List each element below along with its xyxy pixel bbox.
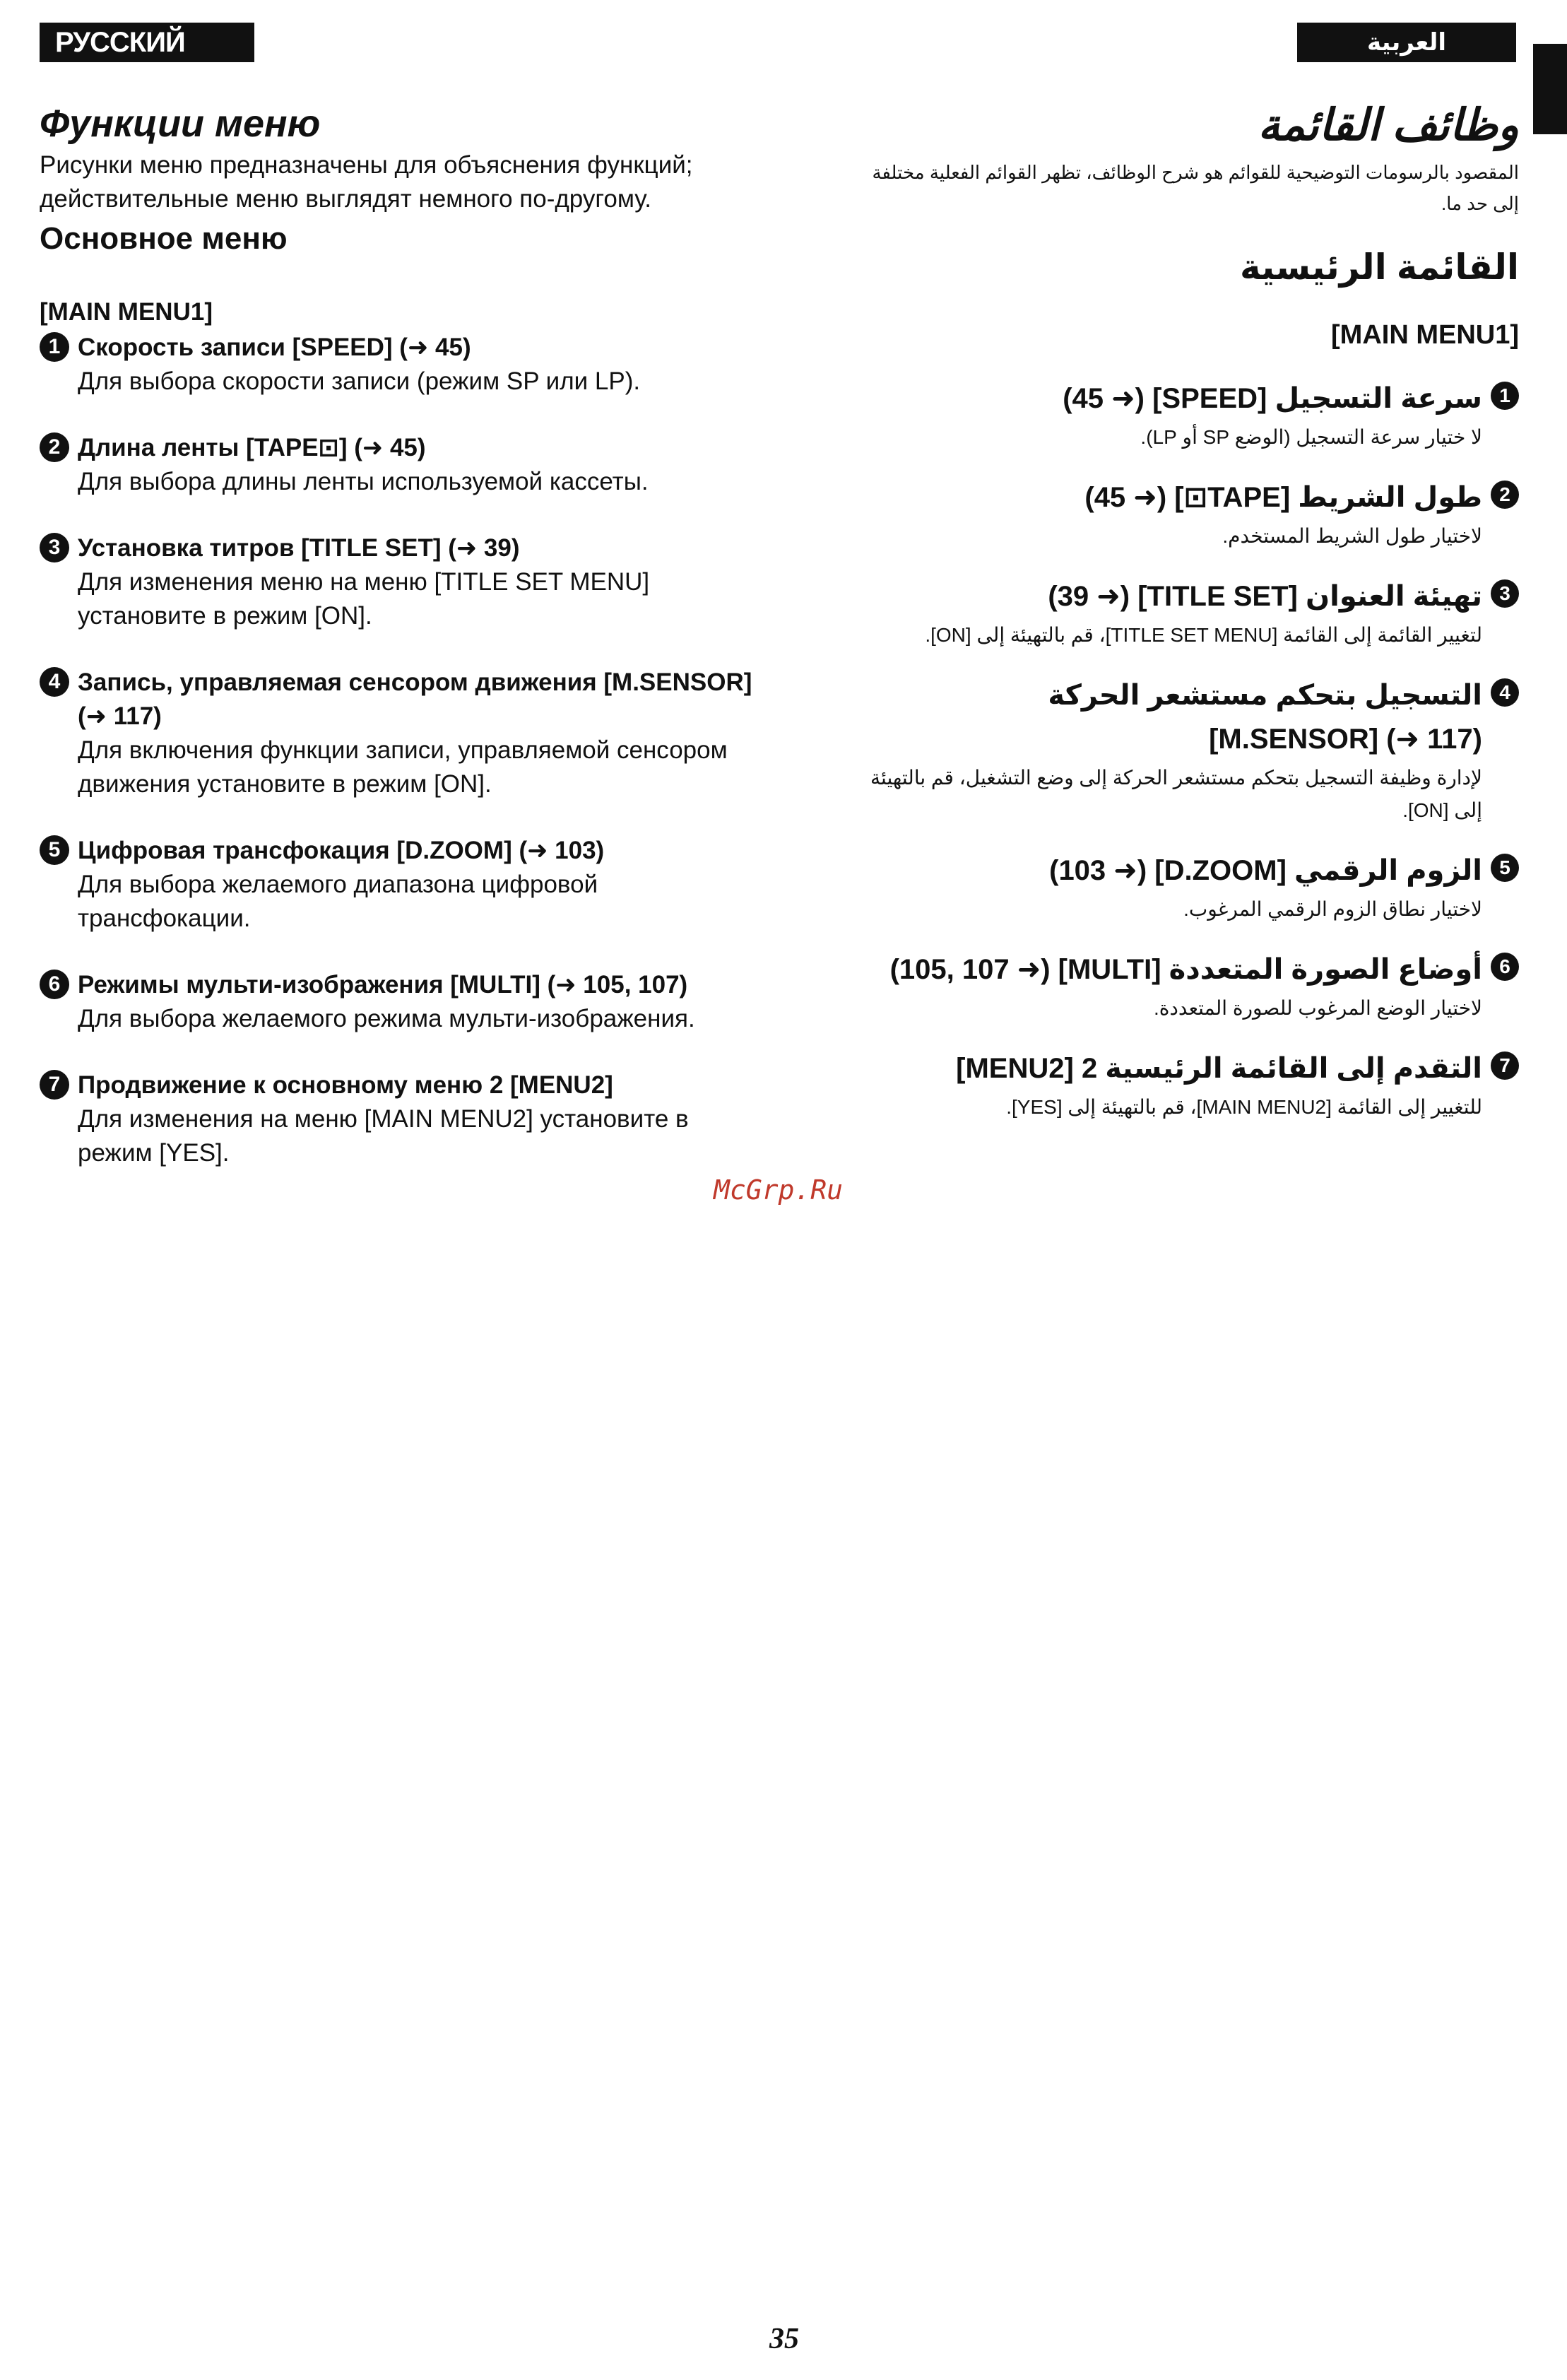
ru-item-description: Для выбора желаемого режима мульти-изображения. [78, 1005, 695, 1032]
ar-item-description: لا ختيار سرعة التسجيل (الوضع SP أو LP). [1140, 426, 1482, 448]
number-badge-icon: 7 [1491, 1051, 1519, 1080]
ar-menu-label: [MAIN MENU1] [1331, 320, 1519, 350]
ar-item-heading: التقدم إلى القائمة الرئيسية 2 [MENU2] [956, 1053, 1482, 1084]
ru-menu-item [40, 331, 767, 399]
ru-intro-text: Рисунки меню предназначены для объяснения функций; действительные меню выглядят немного по-другому. [40, 151, 693, 213]
ru-item-heading: Цифровая трансфокация [D.ZOOM] (➜ 103) [78, 837, 605, 864]
ar-item-description: لاختيار الوضع المرغوب للصورة المتعددة. [1153, 997, 1482, 1019]
ar-item-description: للتغيير إلى القائمة [MAIN MENU2]، قم بالتهيئة إلى [YES]. [1006, 1096, 1482, 1118]
number-badge-icon: 3 [40, 533, 69, 562]
ar-item-heading: طول الشريط [TAPE⊡] (➜ 45) [1084, 482, 1482, 513]
ar-section-heading: القائمة الرئيسية [1240, 247, 1519, 287]
ar-item-description: لتغيير القائمة إلى القائمة [TITLE SET MENU]، قم بالتهيئة إلى [ON]. [925, 624, 1482, 646]
number-badge-icon: 2 [40, 432, 69, 462]
ru-item-description: Для выбора желаемого диапазона цифровой трансфокации. [78, 871, 598, 932]
number-badge-icon: 5 [1491, 854, 1519, 882]
ar-menu-item [848, 1050, 1519, 1124]
ar-menu-item [848, 479, 1519, 553]
ar-menu-item [848, 578, 1519, 652]
number-badge-icon: 4 [1491, 678, 1519, 707]
number-badge-icon: 6 [1491, 953, 1519, 981]
ar-page-title: وظائف القائمة [1258, 101, 1519, 150]
number-badge-icon: 6 [40, 970, 69, 999]
ru-menu-item [40, 1068, 767, 1170]
ar-item-heading: سرعة التسجيل [SPEED] (➜ 45) [1063, 383, 1482, 414]
ru-item-heading: Запись, управляемая сенсором движения [M.SENSOR](➜ 117) [78, 668, 752, 730]
language-tab-russian: РУССКИЙ ЯЗЫК [40, 23, 254, 62]
number-badge-icon: 4 [40, 667, 69, 697]
page-edge-marker [1533, 44, 1567, 134]
ar-item-heading: التسجيل بتحكم مستشعر الحركة [1048, 680, 1482, 711]
ar-item-subheading: [M.SENSOR] (➜ 117) [1209, 724, 1482, 755]
ru-menu-item [40, 666, 767, 801]
ar-menu-item [848, 951, 1519, 1025]
ar-item-heading: الزوم الرقمي [D.ZOOM] (➜ 103) [1049, 855, 1482, 886]
ru-item-description: Для выбора скорости записи (режим SP или LP). [78, 367, 641, 395]
ru-section-heading: Основное меню [40, 221, 288, 256]
ar-item-description: لاختيار نطاق الزوم الرقمي المرغوب. [1183, 898, 1482, 920]
russian-column [40, 99, 767, 1170]
ar-item-description: لإدارة وظيفة التسجيل بتحكم مستشعر الحركة إلى وضع التشغيل، قم بالتهيئة إلى [ON]. [870, 767, 1482, 821]
ru-menu-label: [MAIN MENU1] [40, 298, 213, 326]
ar-intro-text: المقصود بالرسومات التوضيحية للقوائم هو شرح الوظائف، تظهر القوائم الفعلية مختلفة إلى حد ما. [872, 162, 1519, 214]
page-number: 35 [769, 2323, 799, 2355]
ar-menu-item [848, 677, 1519, 827]
ru-item-heading: Продвижение к основному меню 2 [MENU2] [78, 1071, 613, 1099]
ar-item-heading: تهيئة العنوان [TITLE SET] (➜ 39) [1048, 581, 1482, 612]
ar-item-heading: أوضاع الصورة المتعددة [MULTI] (➜ 105, 107) [889, 954, 1482, 985]
ru-item-description: Для включения функции записи, управляемой сенсором движения установите в режим [ON]. [78, 736, 728, 798]
number-badge-icon: 7 [40, 1070, 69, 1100]
number-badge-icon: 2 [1491, 481, 1519, 509]
ru-item-heading: Длина ленты [TAPE⊡] (➜ 45) [78, 434, 426, 461]
ru-menu-item [40, 968, 767, 1036]
ru-item-heading: Режимы мульти-изображения [MULTI] (➜ 105, 107) [78, 971, 688, 998]
ru-page-title: Функции меню [40, 102, 321, 145]
ru-menu-item [40, 834, 767, 936]
language-tab-arabic: العربية [1297, 23, 1516, 62]
ru-item-heading: Установка титров [TITLE SET] (➜ 39) [78, 534, 520, 562]
ar-item-description: لاختيار طول الشريط المستخدم. [1222, 525, 1482, 547]
ru-item-description: Для изменения меню на меню [TITLE SET MENU] установите в режим [ON]. [78, 568, 650, 630]
ru-item-heading: Скорость записи [SPEED] (➜ 45) [78, 334, 471, 361]
ru-item-description: Для выбора длины ленты используемой кассеты. [78, 468, 649, 495]
watermark-text: McGrp.Ru [714, 1174, 844, 1206]
ar-menu-item [848, 380, 1519, 454]
number-badge-icon: 1 [40, 332, 69, 362]
ru-menu-item [40, 531, 767, 633]
number-badge-icon: 1 [1491, 382, 1519, 410]
number-badge-icon: 3 [1491, 579, 1519, 608]
arabic-column [848, 99, 1519, 1124]
ru-item-description: Для изменения на меню [MAIN MENU2] установите в режим [YES]. [78, 1105, 689, 1167]
ar-menu-item [848, 852, 1519, 926]
number-badge-icon: 5 [40, 835, 69, 865]
ru-menu-item [40, 431, 767, 499]
